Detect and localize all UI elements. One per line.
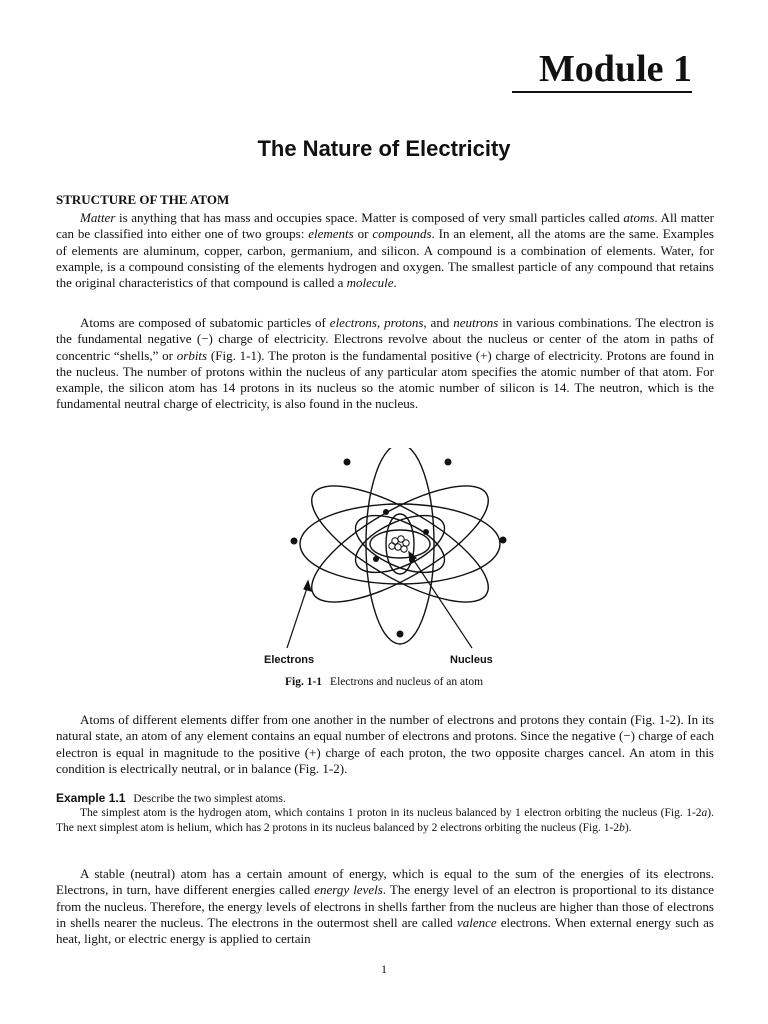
module-title: Module 1: [538, 48, 692, 90]
atom-figure: [250, 448, 530, 678]
chapter-title: The Nature of Electricity: [257, 136, 511, 161]
electrons: [291, 459, 507, 638]
module-underline: [512, 91, 692, 93]
outer-orbit-3: [366, 448, 434, 644]
figure-caption: [0, 676, 768, 688]
nucleus-label: Nucleus: [450, 654, 493, 666]
atom-diagram: [250, 448, 530, 678]
page-number: 1: [381, 962, 387, 976]
section-heading: STRUCTURE OF THE ATOM: [56, 192, 230, 207]
example-answer: The simplest atom is the hydrogen atom, which contains 1 proton in its nucleus balanced by 1 electron orbiting the nucleus (Fig. 1-2a). The next simplest atom is helium, which has 2 protons in its nucleus balanced by 2 electrons orbiting the nucleus (Fig. 1-2b).: [56, 807, 714, 834]
paragraph-differences: Atoms of different elements differ from one another in the number of electrons and protons they contain (Fig. 1-2). In its natural state, an atom of any element contains an equal number of electrons and protons. Since the negative (−) charge of each electron is equal in magnitude to the positive (+) charge of each proton, the two opposite charges cancel. An atom in this condition is electrically neutral, or in balance (Fig. 1-2).: [56, 712, 714, 776]
electrons-arrow: [287, 585, 308, 648]
electrons-label: Electrons: [264, 654, 315, 666]
paragraph-matter: Matter is anything that has mass and occupies space. Matter is composed of very small particles called atoms. All matter can be classified into either one of two groups: elements or compounds. In an element, all the atoms are the same. Examples of elements are aluminum, copper, carbon, germanium, and silicon. A compound is a combination of elements. Water, for example, is a compound consisting of the elements hydrogen and oxygen. The smallest particle of any compound that retains the original characteristics of that compound is called a molecule.: [56, 210, 714, 291]
figure-caption-label: Fig. 1-1: [284, 676, 323, 688]
example-heading: [56, 791, 286, 805]
paragraph-atoms: Atoms are composed of subatomic particles of electrons, protons, and neutrons in various combinations. The electron is the fundamental negative (−) charge of electricity. Electrons revolve about the nucleus or center of the atom in paths of concentric “shells,” or orbits (Fig. 1-1). The proton is the fundamental positive (+) charge of electricity. Protons are found in the nucleus. The number of protons within the nucleus of any particular atom specifies the atomic number of that atom. For example, the silicon atom has 14 protons in its nucleus so the atomic number of silicon is 14. The neutron, which is the fundamental neutral charge of electricity, is also found in the nucleus.: [56, 315, 714, 412]
paragraph-energy: A stable (neutral) atom has a certain amount of energy, which is equal to the sum of the energies of its electrons. Electrons, in turn, have different energies called energy levels. The energy level of an electron is proportional to its distance from the nucleus. Therefore, the energy levels of electrons in shells farther from the nucleus are higher than those of electrons in shells nearer the nucleus. The electrons in the outermost shell are called valence electrons. When external energy such as heat, light, or electric energy is applied to certain: [56, 866, 714, 947]
module-heading: [539, 48, 692, 90]
nucleus: [389, 536, 409, 552]
example-label: Example 1.1: [56, 791, 126, 805]
figure-caption-text: Electrons and nucleus of an atom: [330, 676, 484, 688]
example-question: Describe the two simplest atoms.: [133, 793, 286, 805]
electrons-arrowhead: [304, 581, 311, 591]
